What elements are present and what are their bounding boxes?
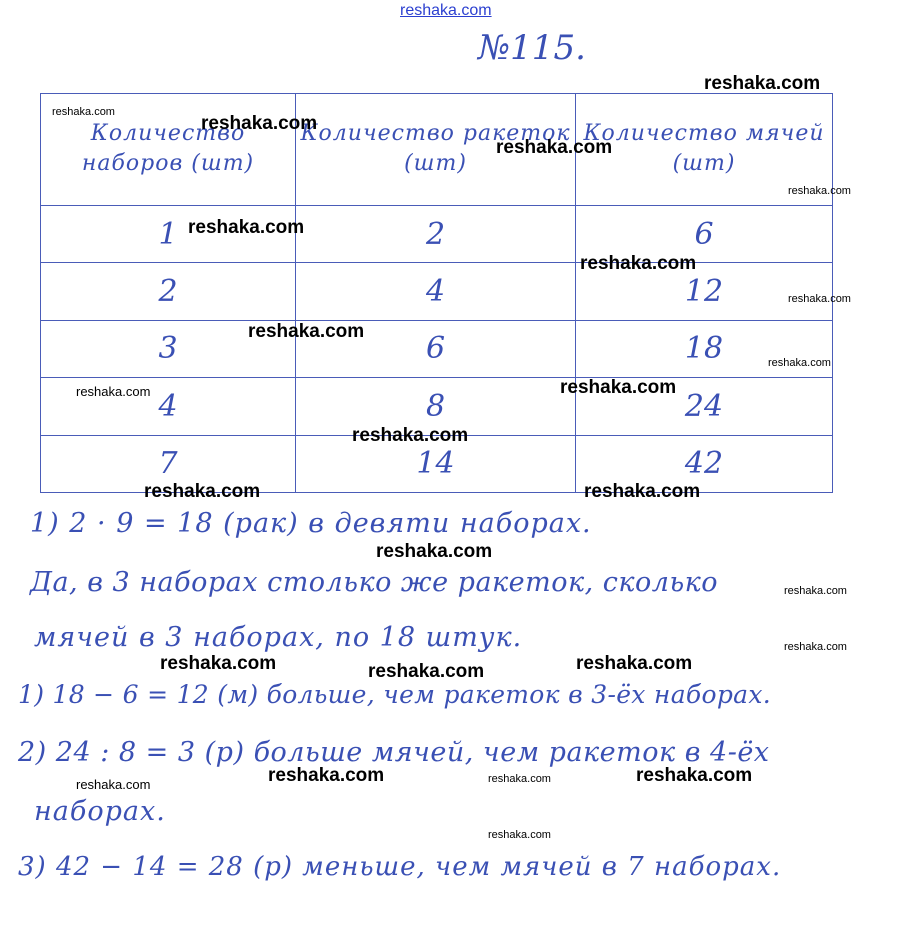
table-cell: 2 — [41, 263, 296, 320]
watermark: reshaka.com — [496, 137, 613, 158]
watermark: reshaka.com — [488, 773, 551, 785]
table-header-row — [41, 94, 833, 206]
watermark: reshaka.com — [768, 357, 831, 369]
table-cell: 7 — [41, 435, 296, 492]
watermark: reshaka.com — [188, 217, 305, 238]
watermark: reshaka.com — [144, 481, 261, 502]
watermark: reshaka.com — [576, 653, 693, 674]
table-cell: 8 — [296, 378, 576, 435]
table-cell: 4 — [296, 263, 576, 320]
site-link[interactable]: reshaka.com — [400, 2, 492, 19]
table-cell: 42 — [576, 435, 833, 492]
table-cell: 6 — [576, 205, 833, 262]
watermark: reshaka.com — [704, 73, 821, 94]
watermark: reshaka.com — [76, 777, 151, 792]
watermark: reshaka.com — [580, 253, 697, 274]
table-cell: 6 — [296, 320, 576, 377]
watermark: reshaka.com — [268, 765, 385, 786]
table-cell: 2 — [296, 205, 576, 262]
watermark: reshaka.com — [636, 765, 753, 786]
solution-line-7: 3) 42 − 14 = 28 (р) меньше, чем мячей в 7 наборах. — [18, 852, 782, 882]
table-row — [41, 263, 833, 320]
watermark: reshaka.com — [352, 425, 469, 446]
watermark: reshaka.com — [784, 585, 847, 597]
table-cell: 4 — [41, 378, 296, 435]
table-row — [41, 320, 833, 377]
watermark: reshaka.com — [201, 113, 318, 134]
solution-line-5: 2) 24 : 8 = 3 (р) больше мячей, чем ракеток в 4-ёх — [18, 737, 770, 768]
solution-line-4: 1) 18 − 6 = 12 (м) больше, чем ракеток в 3-ёх наборах. — [18, 680, 771, 709]
watermark: reshaka.com — [584, 481, 701, 502]
table-cell: 14 — [296, 435, 576, 492]
watermark: reshaka.com — [788, 293, 851, 305]
solution-line-6: наборах. — [34, 796, 166, 827]
watermark: reshaka.com — [488, 829, 551, 841]
watermark: reshaka.com — [784, 641, 847, 653]
table-cell: 3 — [41, 320, 296, 377]
table-cell: 1 — [41, 205, 296, 262]
watermark: reshaka.com — [368, 661, 485, 682]
header-sets-count: Количество наборов (шт) — [41, 94, 296, 206]
table-row — [41, 205, 833, 262]
table-cell: 24 — [576, 378, 833, 435]
watermark: reshaka.com — [160, 653, 277, 674]
solution-line-3: мячей в 3 наборах, по 18 штук. — [34, 622, 523, 653]
solution-line-2: Да, в 3 наборах столько же ракеток, сколько — [30, 567, 719, 598]
watermark: reshaka.com — [788, 185, 851, 197]
header-balls-count: Количество мячей (шт) — [576, 94, 833, 206]
table-cell: 12 — [576, 263, 833, 320]
watermark: reshaka.com — [560, 377, 677, 398]
watermark: reshaka.com — [248, 321, 365, 342]
table-cell: 18 — [576, 320, 833, 377]
watermark: reshaka.com — [376, 541, 493, 562]
solution-line-1: 1) 2 · 9 = 18 (рак) в девяти наборах. — [30, 508, 592, 539]
problem-number: №115. — [478, 28, 586, 68]
header-rackets-count: Количество ракеток (шт) — [296, 94, 576, 206]
watermark: reshaka.com — [76, 384, 151, 399]
watermark: reshaka.com — [52, 106, 115, 118]
